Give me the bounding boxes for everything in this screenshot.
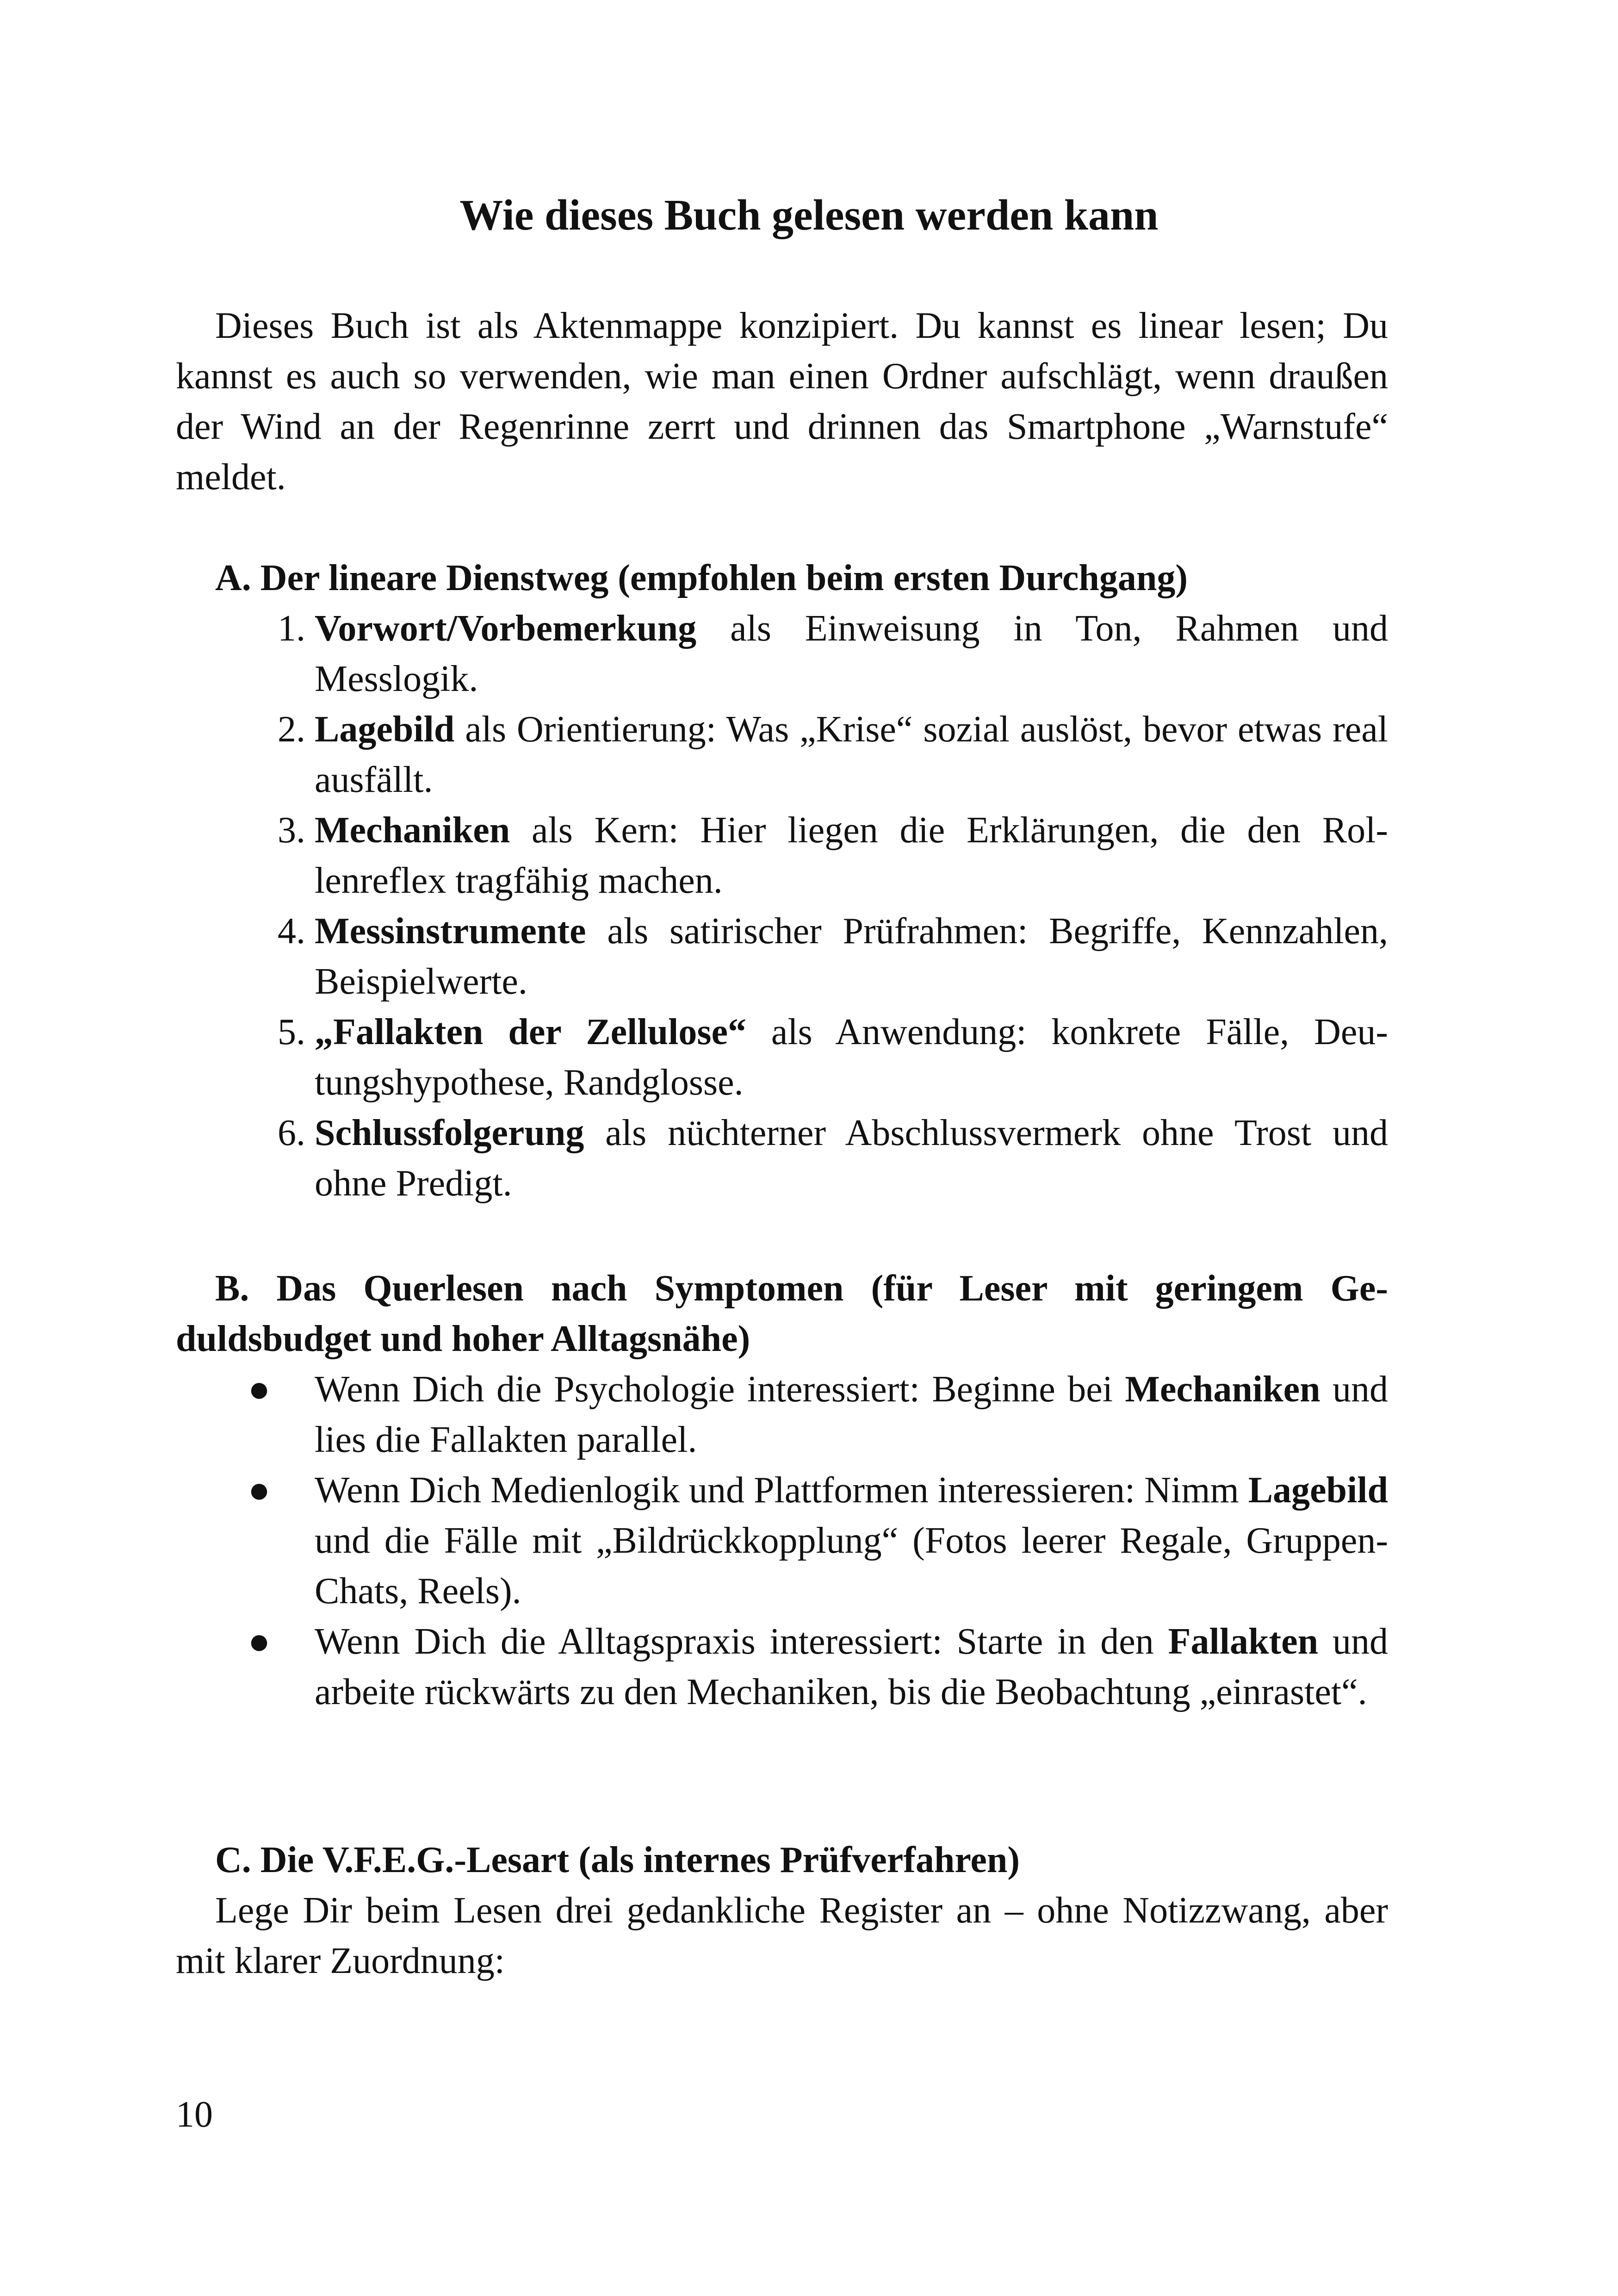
list-item (176, 805, 1388, 906)
section-a-list (176, 604, 1388, 1209)
item-text: Wenn Dich Medienlogik und Plattformen interessieren: Nimm (315, 1470, 1248, 1511)
item-term: Fallakten (1168, 1621, 1319, 1662)
item-text: als Einweisung in Ton, Rahmen und Messlogik. (315, 608, 1388, 699)
bullet-icon: ● (248, 1369, 271, 1410)
list-item (176, 1465, 1388, 1617)
item-term: Mechaniken (1125, 1369, 1320, 1410)
page-title: Wie dieses Buch gelesen werden kann (459, 191, 1159, 239)
item-term: Vorwort/Vorbemerkung (315, 608, 697, 649)
item-text: und arbeite rückwärts zu den Mechaniken, bis die Beobachtung „einrastet“. (315, 1621, 1389, 1712)
section-c-paragraph: Lege Dir beim Lesen drei gedankliche Register an – ohne Notizzwang, aber mit klarer Zuordnung: (176, 1890, 1388, 1981)
list-item (176, 1007, 1388, 1108)
list-item (176, 1364, 1388, 1465)
list-number: 2. (278, 709, 305, 750)
list-item (176, 906, 1388, 1007)
item-text: als Orientierung: Was „Krise“ sozial auslöst, bevor etwas real ausfällt. (315, 709, 1388, 800)
bullet-icon: ● (248, 1470, 271, 1511)
list-item (176, 1617, 1388, 1717)
list-number: 6. (278, 1113, 305, 1153)
item-text: als Anwendung: konkrete Fälle, Deutungshypothese, Randglosse. (315, 1012, 1388, 1103)
item-text: als Kern: Hier liegen die Erklärungen, die den Rollenreflex tragfähig machen. (315, 810, 1388, 901)
list-number: 3. (278, 810, 305, 851)
item-term: Schlussfolgerung (315, 1113, 584, 1153)
item-text: Wenn Dich die Alltagspraxis interessiert: Starte in den (315, 1621, 1168, 1662)
section-a (176, 553, 1388, 1209)
list-item (176, 604, 1388, 704)
bullet-icon: ● (248, 1621, 271, 1662)
list-number: 5. (278, 1012, 305, 1052)
section-b (176, 1263, 1388, 1717)
section-b-heading: B. Das Querlesen nach Symptomen (für Leser mit geringem Geduldsbudget und hoher Alltagsnähe) (176, 1268, 1388, 1359)
list-number: 1. (278, 608, 305, 649)
section-c-heading: C. Die V.F.E.G.-Lesart (als internes Prüfverfahren) (215, 1840, 1020, 1880)
item-text: als nüchterner Abschlussvermerk ohne Trost und ohne Predigt. (315, 1113, 1388, 1204)
item-term: Messinstrumente (315, 911, 586, 952)
item-term: Lagebild (1248, 1470, 1388, 1511)
item-term: Lagebild (315, 709, 455, 750)
list-item (176, 704, 1388, 805)
item-text: als satirischer Prüfrahmen: Begriffe, Kennzahlen, Beispielwerte. (315, 911, 1388, 1002)
page-number: 10 (176, 2094, 213, 2135)
item-term: „Fallakten der Zellulose“ (315, 1012, 746, 1052)
item-text: und lies die Fallakten parallel. (315, 1369, 1389, 1460)
list-item (176, 1108, 1388, 1209)
intro-paragraph: Dieses Buch ist als Aktenmappe konzipiert. Du kannst es linear lesen; Du kannst es auch so verwenden, wie man einen Ordner aufschlägt, wenn draußen der Wind an der Regenrinne zerrt und drinnen das Smartphone „Warnstufe“ meldet. (176, 305, 1388, 498)
section-a-heading: A. Der lineare Dienstweg (empfohlen beim ersten Durchgang) (215, 558, 1188, 598)
section-c (176, 1835, 1388, 1986)
item-text: und die Fälle mit „Bildrückkopplung“ (Fotos leerer Regale, Gruppen-Chats, Reels). (315, 1520, 1388, 1612)
item-term: Mechaniken (315, 810, 510, 851)
section-b-list (176, 1364, 1388, 1717)
list-number: 4. (278, 911, 305, 952)
item-text: Wenn Dich die Psychologie interessiert: Beginne bei (315, 1369, 1125, 1410)
